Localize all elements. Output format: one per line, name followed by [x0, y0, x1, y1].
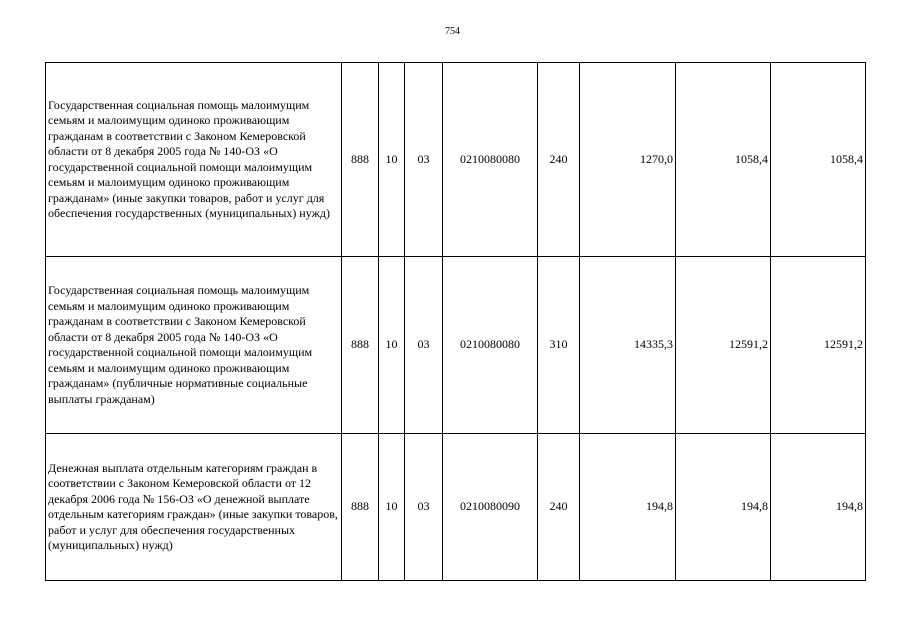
target-article-code: 0210080080 — [443, 63, 538, 257]
subsection-code: 03 — [405, 257, 443, 434]
amount-year-2: 194,8 — [676, 434, 771, 581]
table-row — [46, 63, 866, 257]
amount-year-1: 194,8 — [580, 434, 676, 581]
amount-year-2: 12591,2 — [676, 257, 771, 434]
section-code: 10 — [379, 257, 405, 434]
amount-year-2: 1058,4 — [676, 63, 771, 257]
section-code: 10 — [379, 434, 405, 581]
expense-type-code: 310 — [538, 257, 580, 434]
row-description: Государственная социальная помощь малоимущим семьям и малоимущим одиноко проживающим гражданам в соответствии с Законом Кемеровской области от 8 декабря 2005 года № 140-ОЗ «О государственной социальной помощи малоимущим семьям и малоимущим одиноко проживающим гражданам» (публичные нормативные социальные выплаты гражданам) — [46, 257, 342, 434]
target-article-code: 0210080090 — [443, 434, 538, 581]
ministry-code: 888 — [342, 257, 379, 434]
budget-table — [45, 62, 866, 581]
row-description: Государственная социальная помощь малоимущим семьям и малоимущим одиноко проживающим гражданам в соответствии с Законом Кемеровской области от 8 декабря 2005 года № 140-ОЗ «О государственной социальной помощи малоимущим семьям и малоимущим одиноко проживающим гражданам» (иные закупки товаров, работ и услуг для обеспечения государственных (муниципальных) нужд) — [46, 63, 342, 257]
subsection-code: 03 — [405, 63, 443, 257]
amount-year-1: 14335,3 — [580, 257, 676, 434]
target-article-code: 0210080080 — [443, 257, 538, 434]
amount-year-3: 12591,2 — [771, 257, 866, 434]
subsection-code: 03 — [405, 434, 443, 581]
row-description: Денежная выплата отдельным категориям граждан в соответствии с Законом Кемеровской области от 12 декабря 2006 года № 156-ОЗ «О денежной выплате отдельным категориям граждан» (иные закупки товаров, работ и услуг для обеспечения государственных (муниципальных) нужд) — [46, 434, 342, 581]
amount-year-3: 194,8 — [771, 434, 866, 581]
page-number: 754 — [445, 26, 460, 37]
ministry-code: 888 — [342, 434, 379, 581]
table-row — [46, 257, 866, 434]
expense-type-code: 240 — [538, 63, 580, 257]
amount-year-1: 1270,0 — [580, 63, 676, 257]
expense-type-code: 240 — [538, 434, 580, 581]
amount-year-3: 1058,4 — [771, 63, 866, 257]
ministry-code: 888 — [342, 63, 379, 257]
table-row — [46, 434, 866, 581]
section-code: 10 — [379, 63, 405, 257]
